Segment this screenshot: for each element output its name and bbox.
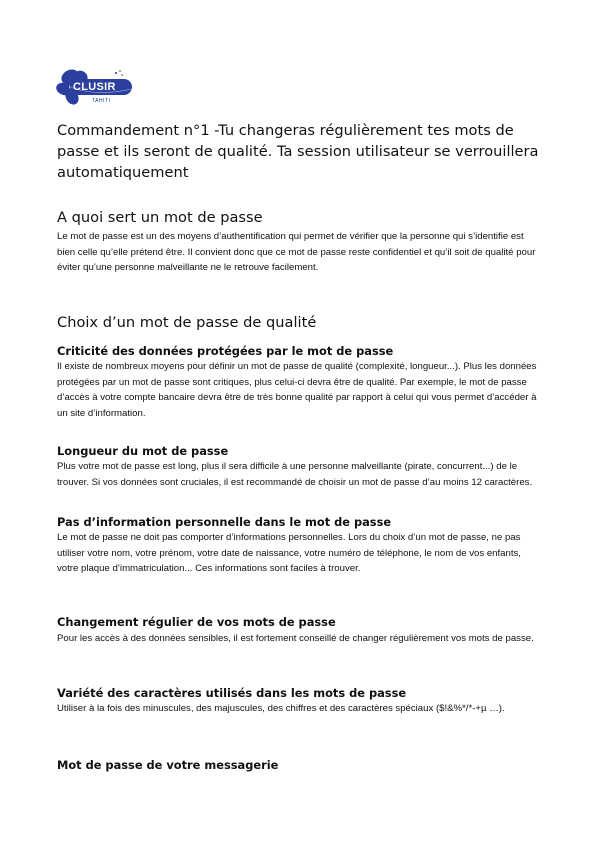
- subsection-heading-length: Longueur du mot de passe: [57, 444, 229, 458]
- subsection-heading-character-variety: Variété des caractères utilisés dans les mots de passe: [57, 686, 407, 700]
- subsection-heading-personal-info: Pas d’information personnelle dans le mot de passe: [57, 515, 392, 529]
- subsection-body-length: Plus votre mot de passe est long, plus il sera difficile à une personne malveillante (pirate, concurrent...) de le trouver. Si vos données sont cruciales, il est recommandé de choisir un mot de passe d’au moins 12 caractères.: [57, 461, 533, 488]
- subsection-heading-email-password: Mot de passe de votre messagerie: [57, 758, 279, 772]
- subsection-heading-criticality: Criticité des données protégées par le mot de passe: [57, 344, 394, 358]
- clusir-logo: [56, 67, 136, 107]
- subsection-body-regular-change: Pour les accès à des données sensibles, il est fortement conseillé de changer régulièrement vos mots de passe.: [57, 633, 534, 644]
- subsection-heading-regular-change: Changement régulier de vos mots de passe: [57, 615, 336, 629]
- section-heading-quality: Choix d’un mot de passe de qualité: [57, 314, 317, 331]
- logo-subtitle: TAHITI: [92, 98, 111, 104]
- subsection-body-character-variety: Utiliser à la fois des minuscules, des majuscules, des chiffres et des caractères spéciaux ($!&%*/*-+µ …).: [57, 703, 505, 714]
- section-heading-purpose: A quoi sert un mot de passe: [57, 209, 263, 226]
- logo-name: CLUSIR: [73, 81, 116, 93]
- subsection-body-personal-info: Le mot de passe ne doit pas comporter d’informations personnelles. Lors du choix d’un mot de passe, ne pas utiliser votre nom, votre prénom, votre date de naissance, votre numéro de téléphone, le nom de vos enfants, votre plaque d’immatriculation... Ces informations sont faciles à trouver.: [57, 532, 521, 574]
- page-title: Commandement n°1 -Tu changeras régulièrement tes mots de passe et ils seront de qualité. Ta session utilisateur se verrouillera automatiquement: [57, 122, 539, 181]
- subsection-body-criticality: Il existe de nombreux moyens pour définir un mot de passe de qualité (complexité, longueur...). Plus les données protégées par un mot de passe sont critiques, plus celui-ci devra être de qualité. Par exemple, le mot de passe d’accès à votre compte bancaire devra être de très bonne qualité par rapport à celui qui vous permet d’accéder à un site d’information.: [57, 361, 537, 419]
- section-body-purpose: Le mot de passe est un des moyens d’authentification qui permet de vérifier que la personne qui s’identifie est bien celle qu’elle prétend être. Il convient donc que ce mot de passe reste confidentiel et qu’il soit de qualité pour éviter qu’une personne malveillante ne le retrouve facilement.: [57, 231, 536, 273]
